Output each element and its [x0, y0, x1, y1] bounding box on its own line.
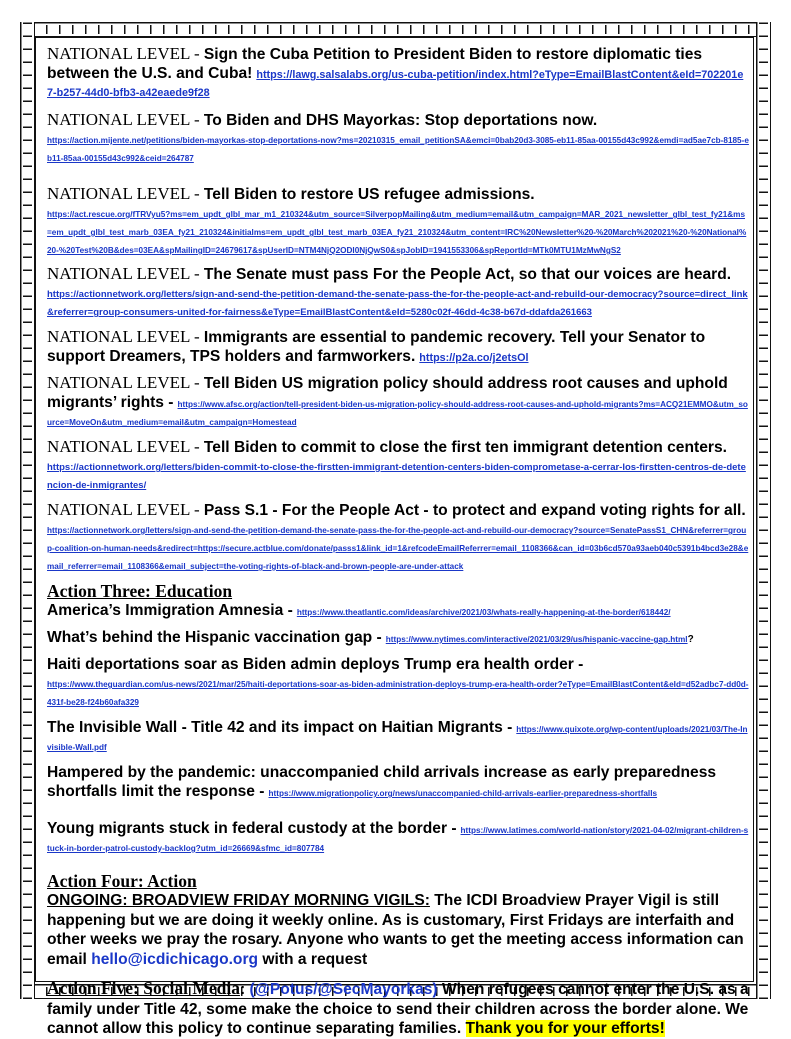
national-level-label: NATIONAL LEVEL - [47, 110, 204, 129]
education-item [47, 655, 749, 710]
national-level-label: NATIONAL LEVEL - [47, 327, 204, 346]
social-text: When refugees cannot enter the U.S. as a family under Title 42, some make the choice to send their children across the border alone. We cannot allow this policy to continue separating families. [47, 981, 749, 1037]
border-left [20, 22, 35, 999]
national-item-detention-centers [47, 437, 749, 493]
petition-link[interactable]: https://www.afsc.org/action/tell-president-biden-us-migration-policy-should-address-root-causes-and-uphold-migrants?ms=ACQ21EMMO&utm_source=MoveOn&utm_medium=email&utm_campaign=Homestead [47, 400, 748, 427]
border-top [20, 22, 771, 37]
page-content [47, 44, 749, 1039]
education-heading: Action Three: Education [47, 581, 233, 601]
petition-link[interactable]: https://actionnetwork.org/letters/sign-and-send-the-petition-demand-the-senate-pass-the-for-the-people-act-and-rebuild-our-democracy?source=SenatePassS1_CHN&referrer=group-coalition-on-human-needs&redirect=https://secure.actblue.com/donate/passs1&link_id=1&refcodeEmailReferrer=email_1108366&can_id=03b6cd570a93aeb040c5391b4bcd3e28&email_referrer=email_1108366&email_subject=the-voting-rights-of-black-and-brown-people-are-under-attack [47, 526, 749, 571]
education-item [47, 819, 749, 856]
national-item-title: Pass S.1 - For the People Act - to protect and expand voting rights for all. [203, 502, 746, 519]
national-level-label: NATIONAL LEVEL - [47, 437, 204, 456]
petition-link[interactable]: https://actionnetwork.org/letters/biden-commit-to-close-the-firstten-immigrant-detention-centers-biden-comprometase-a-cerrar-los-firstten-centros-de-detencion-de-inmigrantes/ [47, 462, 746, 491]
article-link[interactable]: https://www.theatlantic.com/ideas/archive/2021/03/whats-really-happening-at-the-border/618442/ [296, 608, 671, 617]
social-handles: (@Potus/@SecMayorkas) [249, 981, 438, 998]
education-item [47, 628, 749, 647]
social-media-paragraph [47, 979, 749, 1039]
education-item [47, 718, 749, 755]
national-level-label: NATIONAL LEVEL - [47, 264, 204, 283]
national-item-title: The Senate must pass For the People Act, so that our voices are heard. [203, 266, 732, 283]
national-item-title: Tell Biden to commit to close the first ten immigrant detention centers. [203, 439, 727, 456]
national-level-label: NATIONAL LEVEL - [47, 184, 204, 203]
petition-link[interactable]: https://act.rescue.org/fTRVyu5?ms=em_updt_glbl_mar_m1_210324&utm_source=SilverpopMailing&utm_medium=email&utm_campaign=MAR_2021_newsletter_glbl_test_fy21&ms=em_updt_glbl_test_marb_03EA_fy21_210324&initialms=em_updt_glbl_test_marb_03EA_fy21_210324&utm_content=IRC%20Newsletter%20-%20March%202021%20-%20National%20-%20Test%20B&des=03EA&spMailingID=24679617&spUserID=NTM4NjQ2ODI0NjQwS0&spJobID=1941553306&spReportId=MTk0MTU1MzMwNgS2 [47, 210, 747, 255]
national-item-title: Immigrants are essential to pandemic recovery. Tell your Senator to support Dreamers, TPS holders and farmworkers. [47, 329, 706, 365]
national-item-migration-policy [47, 373, 749, 430]
contact-email-link[interactable]: hello@icdichicago.org [91, 950, 259, 968]
national-item-title: To Biden and DHS Mayorkas: Stop deportations now. [203, 112, 598, 129]
link-suffix: ? [687, 634, 694, 645]
national-item-refugee-admissions [47, 184, 749, 258]
education-item-title: America’s Immigration Amnesia - [47, 602, 293, 619]
education-item-title: Haiti deportations soar as Biden admin deploys Trump era health order - [47, 656, 584, 673]
education-item [47, 601, 749, 620]
national-item-cuba [47, 44, 749, 101]
vigil-paragraph [47, 891, 749, 969]
national-item-deportations [47, 110, 749, 166]
vigil-text-end: with a request [258, 950, 368, 968]
national-item-for-the-people-act [47, 264, 749, 320]
education-item-title: Hampered by the pandemic: unaccompanied child arrivals increase as early preparedness shortfalls limit the response - [47, 764, 717, 800]
national-item-title: Tell Biden to restore US refugee admissions. [203, 186, 535, 203]
article-link[interactable]: https://www.migrationpolicy.org/news/unaccompanied-child-arrivals-earlier-preparedness-shortfalls [268, 789, 658, 798]
education-item [47, 763, 749, 801]
article-link[interactable]: https://www.quixote.org/wp-content/uploads/2021/03/The-Invisible-Wall.pdf [47, 725, 748, 752]
national-item-title: Sign the Cuba Petition to President Biden to restore diplomatic ties between the U.S. and Cuba! [47, 46, 703, 82]
education-item-title: The Invisible Wall - Title 42 and its impact on Haitian Migrants - [47, 719, 513, 736]
national-level-label: NATIONAL LEVEL - [47, 373, 204, 392]
education-item-title: Young migrants stuck in federal custody at the border - [47, 820, 457, 837]
social-colon: : [239, 981, 250, 998]
petition-link[interactable]: https://p2a.co/j2etsOl [419, 352, 529, 364]
petition-link[interactable]: https://actionnetwork.org/letters/sign-and-send-the-petition-demand-the-senate-pass-the-for-the-people-act-and-rebuild-our-democracy?source=direct_link&referrer=group-consumers-united-for-fairness&eType=EmailBlastContent&eId=5280c02f-46dd-4c38-b67d-ddafda261663 [47, 289, 748, 318]
national-level-label: NATIONAL LEVEL - [47, 44, 204, 63]
national-level-label: NATIONAL LEVEL - [47, 500, 204, 519]
action-heading: Action Four: Action [47, 871, 197, 891]
petition-link[interactable]: https://lawg.salsalabs.org/us-cuba-petition/index.html?eType=EmailBlastContent&eId=702201e7-b257-44d0-bfb3-a42eaede9f28 [47, 69, 744, 99]
border-right [756, 22, 771, 999]
national-item-pass-s1 [47, 500, 749, 574]
thank-you-highlight: Thank you for your efforts! [465, 1020, 665, 1037]
vigil-text: The ICDI Broadview Prayer Vigil is still happening but we are doing it weekly online. As is customary, First Fridays are interfaith and other weeks we pray the rosary. Anyone who wants to get the meeting access information can email [47, 892, 744, 968]
national-item-pandemic-recovery [47, 327, 749, 366]
national-item-title: Tell Biden US migration policy should address root causes and uphold migrants’ rights - [47, 375, 728, 411]
article-link[interactable]: https://www.latimes.com/world-nation/story/2021-04-02/migrant-children-stuck-in-border-patrol-custody-backlog?utm_id=26669&sfmc_id=807784 [47, 826, 749, 853]
education-item-title: What’s behind the Hispanic vaccination gap - [47, 629, 382, 646]
vigil-title: ONGOING: BROADVIEW FRIDAY MORNING VIGILS: [47, 892, 430, 909]
petition-link[interactable]: https://action.mijente.net/petitions/biden-mayorkas-stop-deportations-now?ms=20210315_email_petitionSA&emci=0bab20d3-3085-eb11-85aa-00155d43c992&emdi=ad5ae7cb-8185-eb11-85aa-00155d43c992&ceid=264787 [47, 136, 749, 163]
article-link[interactable]: https://www.theguardian.com/us-news/2021/mar/25/haiti-deportations-soar-as-biden-administration-deploys-trump-era-health-order?eType=EmailBlastContent&eId=d52adbc7-dd0d-431f-be28-f24b60afa329 [47, 680, 749, 707]
article-link[interactable]: https://www.nytimes.com/interactive/2021/03/29/us/hispanic-vaccine-gap.html [385, 635, 688, 644]
social-media-heading: Action Five: Social Media [47, 978, 240, 998]
